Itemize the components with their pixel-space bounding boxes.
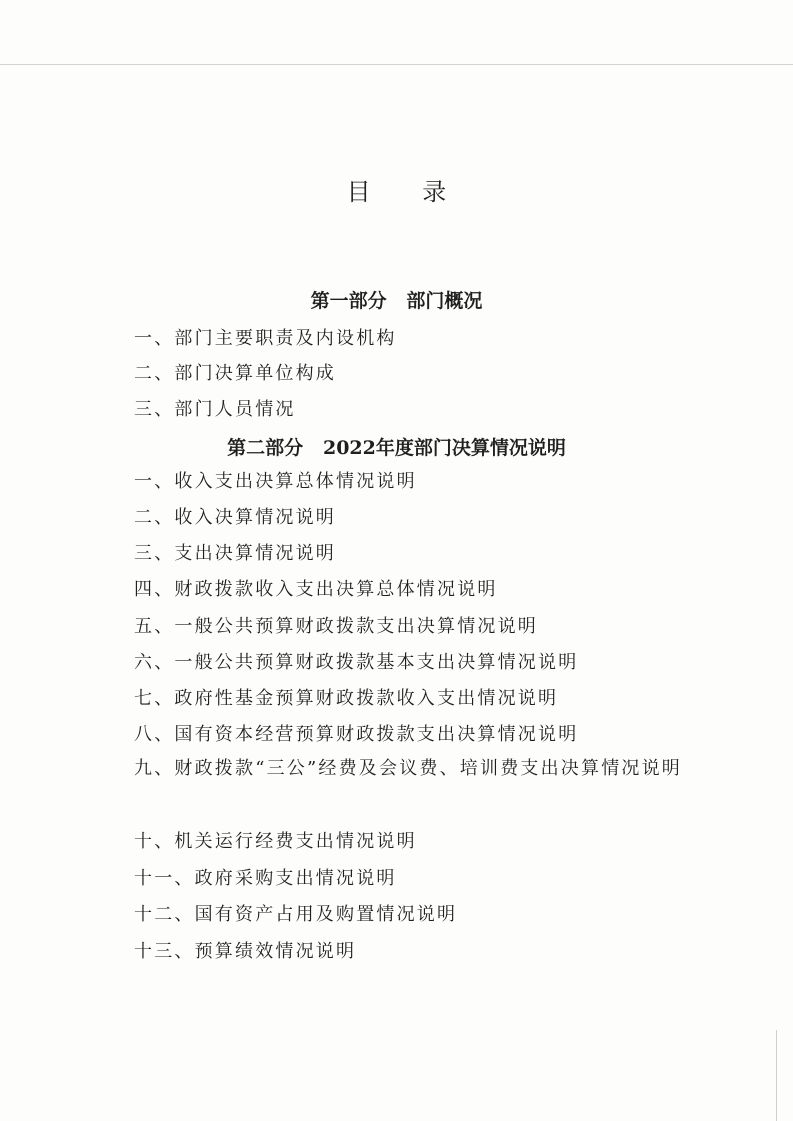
toc-item: 十、机关运行经费支出情况说明 [134, 831, 417, 852]
toc-item: 十三、预算绩效情况说明 [134, 941, 357, 962]
toc-item: 三、部门人员情况 [134, 399, 296, 420]
toc-item: 九、财政拨款“三公”经费及会议费、培训费支出决算情况说明 [134, 758, 683, 779]
toc-item: 十二、国有资产占用及购置情况说明 [134, 904, 458, 925]
toc-item: 七、政府性基金预算财政拨款收入支出情况说明 [134, 688, 559, 709]
toc-item: 六、一般公共预算财政拨款基本支出决算情况说明 [134, 652, 579, 673]
part-two-heading: 第二部分 2022年度部门决算情况说明 [227, 437, 566, 459]
scan-edge-top [0, 64, 793, 65]
page-title: 目 录 [346, 178, 469, 206]
scan-edge-right [776, 1030, 777, 1121]
toc-item: 八、国有资本经营预算财政拨款支出决算情况说明 [134, 724, 579, 745]
toc-item: 二、收入决算情况说明 [134, 507, 336, 528]
toc-item: 十一、政府采购支出情况说明 [134, 868, 397, 889]
toc-item: 二、部门决算单位构成 [134, 363, 336, 384]
toc-item: 四、财政拨款收入支出决算总体情况说明 [134, 579, 498, 600]
toc-item: 一、收入支出决算总体情况说明 [134, 471, 417, 492]
toc-item: 三、支出决算情况说明 [134, 543, 336, 564]
part-one-heading: 第一部分 部门概况 [310, 290, 483, 312]
toc-item: 五、一般公共预算财政拨款支出决算情况说明 [134, 616, 538, 637]
toc-item: 一、部门主要职责及内设机构 [134, 328, 397, 349]
